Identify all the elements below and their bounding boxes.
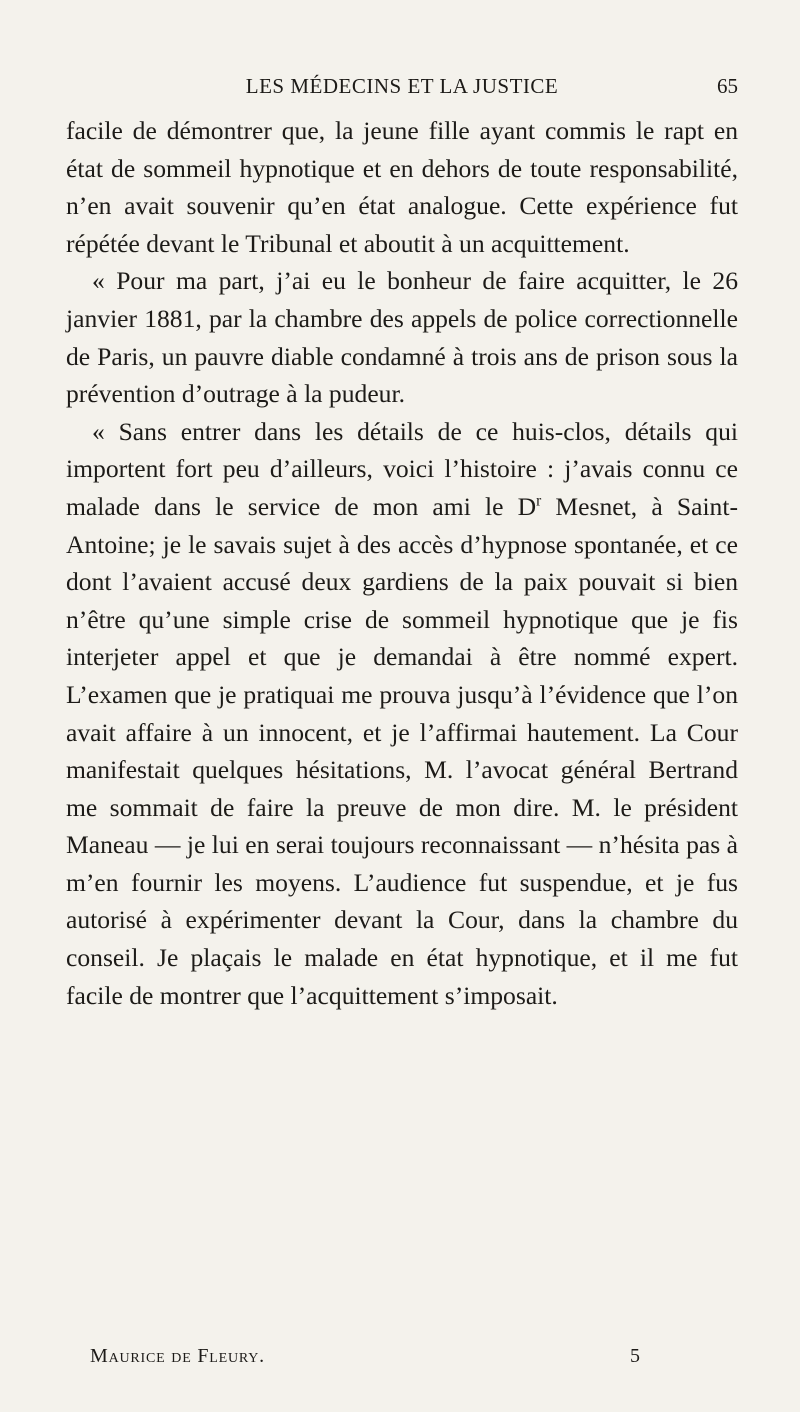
body-text — [66, 112, 738, 1014]
paragraph-3-start: « Sans entrer dans les détails de ce huis-clos, détails qui importent fort peu d’ailleurs, voici l’histoire : j’avais connu ce malade dans le service de mon ami le D — [66, 416, 738, 521]
page-number: 65 — [717, 74, 738, 98]
paragraph-3-end: Mesnet, à Saint-Antoine; je le savais sujet à des accès d’hypnose spontanée, et ce dont l’avaient accusé deux gardiens de la paix pouvait si bien n’être qu’une simple crise de sommeil hypnotique que je fis interjeter appel et que je demandai à être nommé expert. L’examen que je pratiquai me prouva jusqu’à l’évidence que l’on avait affaire à un innocent, et je l’affirmai hautement. La Cour manifestait quelques hésitations, M. l’avocat général Bertrand me sommait de faire la preuve de mon dire. M. le président Maneau — je lui en serai toujours reconnaissant — n’hésita pas à m’en fournir les moyens. L’audience fut suspendue, et je fus autorisé à expérimenter devant la Cour, dans la chambre du conseil. Je plaçais le malade en état hypnotique, et il me fut facile de montrer que l’acquittement s’imposait. — [66, 491, 738, 1010]
running-title: LES MÉDECINS ET LA JUSTICE — [245, 74, 559, 98]
footer — [90, 1345, 640, 1371]
paragraph-2: « Pour ma part, j’ai eu le bonheur de faire acquitter, le 26 janvier 1881, par la chambre des appels de police correctionnelle de Paris, un pauvre diable condamné à trois ans de prison sous la prévention d’outrage à la pudeur. — [66, 266, 738, 409]
doctor-superscript: r — [536, 492, 542, 510]
paragraph-1: facile de démontrer que, la jeune fille ayant commis le rapt en état de sommeil hypnotique et en dehors de toute responsabilité, n’en avait souvenir qu’en état analogue. Cette expérience fut répétée devant le Tribunal et aboutit à un acquittement. — [66, 116, 738, 258]
sheet-number: 5 — [630, 1345, 640, 1367]
signature: Maurice de Fleury. — [90, 1345, 265, 1367]
paragraph-3 — [66, 413, 738, 1015]
running-head — [66, 74, 738, 104]
